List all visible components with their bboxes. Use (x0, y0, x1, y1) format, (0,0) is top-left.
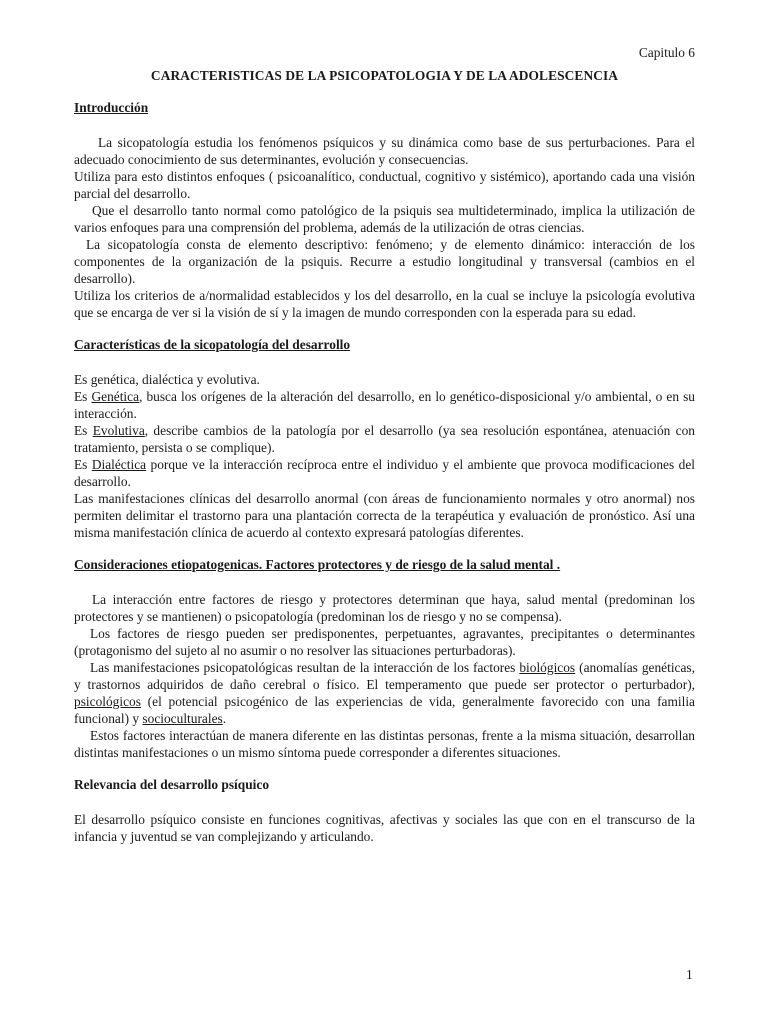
text-run: (el potencial psicogénico de las experiencias de vida, generalmente favorecido con una familia funcional) y (74, 694, 695, 726)
paragraph: Es genética, dialéctica y evolutiva. (74, 372, 260, 387)
paragraph: El desarrollo psíquico consiste en funciones cognitivas, afectivas y sociales las que con en el transcurso de la infancia y juventud se van complejizando y articulando. (74, 812, 695, 844)
paragraph: La interacción entre factores de riesgo y protectores determinan que haya, salud mental (predominan los protectores y se mantienen) o psicopatología (predominan los de riesgo y no se compensa). (74, 592, 695, 624)
text-run: . (222, 711, 227, 726)
underlined-term: socioculturales (142, 711, 223, 726)
paragraph: La sicopatología estudia los fenómenos psíquicos y su dinámica como base de sus perturbaciones. Para el adecuado conocimiento de sus determinantes, evolución y consecuencias. (74, 135, 695, 167)
text-run: Es (74, 423, 93, 438)
underlined-term: Evolutiva (92, 423, 145, 438)
section-heading-caracteristicas: Características de la sicopatología del desarrollo (74, 337, 351, 352)
text-run: (anomalías genéticas, y trastornos adquiridos de daño cerebral o físico. El temperamento que puede ser protector o perturbador), (74, 660, 695, 692)
text-run: Es (74, 457, 92, 472)
page-title: CARACTERISTICAS DE LA PSICOPATOLOGIA Y DE LA ADOLESCENCIA (150, 68, 619, 83)
paragraph: Estos factores interactúan de manera diferente en las distintas personas, frente a la misma situación, desarrollan distintas manifestaciones o un mismo síntoma puede corresponder a diferentes situaciones. (74, 728, 695, 760)
text-run: , describe cambios de la patología por el desarrollo (ya sea resolución espontánea, atenuación con tratamiento, persista o se complique). (74, 423, 695, 455)
text-run: , busca los orígenes de la alteración del desarrollo, en lo genético-disposicional y/o ambiental, o en su interacción. (74, 389, 695, 421)
paragraph: La sicopatología consta de elemento descriptivo: fenómeno; y de elemento dinámico: interacción de los componentes de la organización de la psiquis. Recurre a estudio longitudinal y transversal (cambios en el desarrollo). (74, 237, 695, 286)
text-run: Las manifestaciones psicopatológicas resultan de la interacción de los factores (90, 660, 520, 675)
paragraph (74, 659, 695, 727)
section-heading-consideraciones: Consideraciones etiopatogenicas. Factores protectores y de riesgo de la salud mental . (74, 557, 561, 572)
paragraph: Las manifestaciones clínicas del desarrollo anormal (con áreas de funcionamiento normales y otro anormal) nos permiten delimitar el trastorno para una plantación correcta de la terapéutica y evaluación de pronóstico. Así una misma manifestación clínica de acuerdo al contexto expresará patologías diferentes. (74, 491, 695, 540)
text-run: Es (74, 389, 92, 404)
paragraph (74, 456, 695, 490)
document-page (74, 44, 695, 845)
paragraph: Utiliza para esto distintos enfoques ( psicoanalítico, conductual, cognitivo y sistémico), aportando cada una visión parcial del desarrollo. (74, 169, 695, 201)
text-run: porque ve la interacción recíproca entre el individuo y el ambiente que provoca modificaciones del desarrollo. (74, 457, 695, 489)
paragraph: Utiliza los criterios de a/normalidad establecidos y los del desarrollo, en la cual se incluye la psicología evolutiva que se encarga de ver si la visión de sí y la imagen de mundo corresponden con la esperada para su edad. (74, 288, 695, 320)
chapter-label: Capitulo 6 (638, 45, 695, 60)
underlined-term: Genética (91, 389, 140, 404)
paragraph: Que el desarrollo tanto normal como patológico de la psiquis sea multideterminado, implica la utilización de varios enfoques para una comprensión del problema, además de la utilización de otras ciencias. (74, 203, 695, 235)
underlined-term: psicológicos (74, 694, 141, 709)
underlined-term: Dialéctica (91, 457, 147, 472)
paragraph: Los factores de riesgo pueden ser predisponentes, perpetuantes, agravantes, precipitantes o determinantes (protagonismo del sujeto al no asumir o no resolver las situaciones perturbadoras). (74, 626, 695, 658)
section-heading-introduccion: Introducción (74, 100, 149, 115)
underlined-term: biológicos (519, 660, 576, 675)
section-heading-relevancia: Relevancia del desarrollo psíquico (74, 777, 270, 792)
page-number: 1 (686, 967, 693, 982)
paragraph (74, 388, 695, 422)
paragraph (74, 422, 695, 456)
